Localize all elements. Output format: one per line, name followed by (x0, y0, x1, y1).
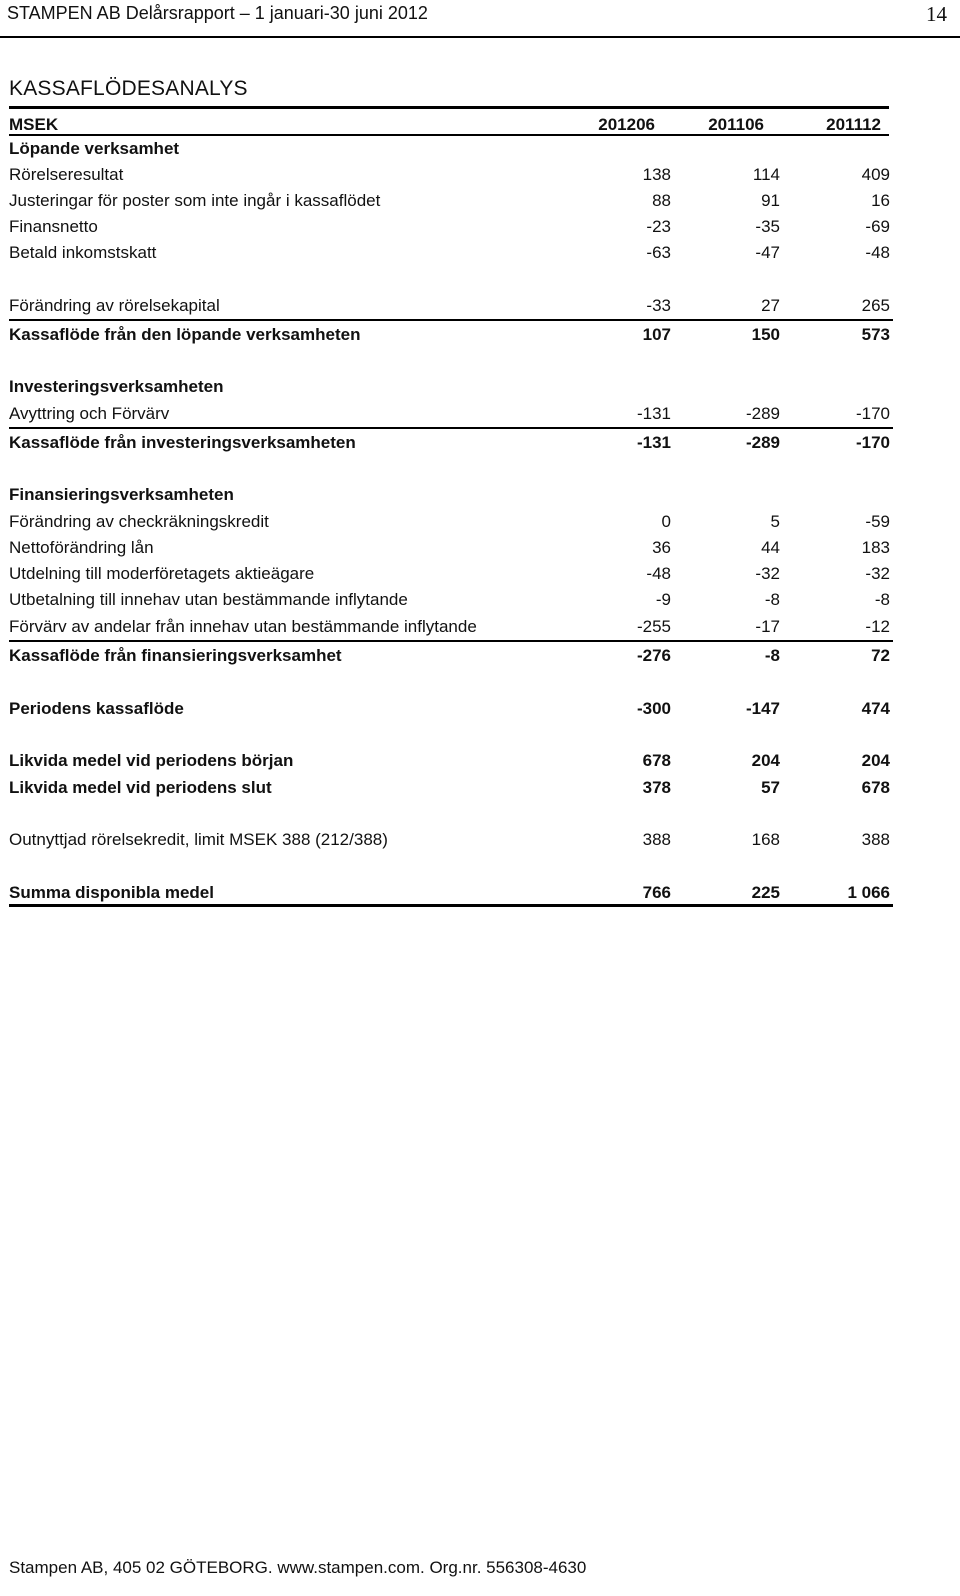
page-footer: Stampen AB, 405 02 GÖTEBORG. www.stampen.com. Org.nr. 556308-4630 (9, 1558, 587, 1577)
cell-201112: 265 (861, 296, 890, 315)
row-label: Periodens kassaflöde (9, 699, 184, 718)
cell-201206: -48 (646, 564, 671, 583)
row-label: Nettoförändring lån (9, 538, 154, 557)
column-header-201206: 201206 (598, 115, 655, 134)
cell-201112: 183 (861, 538, 890, 557)
row-label: Förändring av rörelsekapital (9, 296, 220, 315)
cell-201206: 107 (642, 325, 671, 344)
subtotal-row (9, 646, 889, 672)
table-row (9, 243, 889, 269)
cell-201112: -8 (874, 590, 890, 609)
cell-201206: 36 (652, 538, 671, 557)
row-label: Likvida medel vid periodens slut (9, 778, 272, 797)
cell-201106: 57 (761, 778, 780, 797)
row-label: Rörelseresultat (9, 165, 124, 184)
table-row (9, 830, 889, 856)
table-header-row (9, 106, 889, 136)
row-label: Finansieringsverksamheten (9, 485, 234, 504)
document-title: STAMPEN AB Delårsrapport – 1 januari-30 juni 2012 (7, 3, 428, 23)
cell-201112: -59 (865, 512, 890, 531)
table-row (9, 217, 889, 243)
cell-201106: -17 (755, 617, 780, 636)
cell-201106: 204 (751, 751, 780, 770)
row-label: Justeringar för poster som inte ingår i kassaflödet (9, 191, 381, 210)
cell-201106: 27 (761, 296, 780, 315)
column-header-label: MSEK (9, 115, 59, 134)
cell-201206: 88 (652, 191, 671, 210)
divider-line (9, 319, 893, 321)
row-label: Likvida medel vid periodens början (9, 751, 294, 770)
table-row (9, 590, 889, 616)
cell-201106: -8 (764, 646, 780, 665)
row-label: Utdelning till moderföretagets aktieägare (9, 564, 315, 583)
total-row (9, 778, 889, 804)
cell-201106: -47 (755, 243, 780, 262)
cell-201112: 573 (861, 325, 890, 344)
row-label: Finansnetto (9, 217, 98, 236)
cell-201112: 474 (861, 699, 890, 718)
divider-line (9, 640, 893, 642)
bottom-rule (9, 904, 893, 907)
row-label: Summa disponibla medel (9, 883, 214, 902)
cell-201112: -12 (865, 617, 890, 636)
page-number: 14 (926, 2, 947, 26)
cell-201112: -69 (865, 217, 890, 236)
row-label: Avyttring och Förvärv (9, 404, 170, 423)
cell-201206: -276 (636, 646, 671, 665)
cell-201106: -289 (745, 433, 780, 452)
cell-201106: 91 (761, 191, 780, 210)
cell-201206: -9 (655, 590, 671, 609)
divider-line (9, 427, 893, 429)
table-row (9, 165, 889, 191)
cell-201106: 150 (751, 325, 780, 344)
cell-201112: -32 (865, 564, 890, 583)
table-row (9, 564, 889, 590)
cell-201112: -170 (855, 404, 890, 423)
table-row (9, 512, 889, 538)
cell-201112: -170 (855, 433, 890, 452)
cell-201206: 388 (642, 830, 671, 849)
cell-201112: 409 (861, 165, 890, 184)
cell-201106: -32 (755, 564, 780, 583)
cell-201206: 766 (642, 883, 671, 902)
cell-201112: -48 (865, 243, 890, 262)
cell-201106: -8 (764, 590, 780, 609)
cell-201206: -23 (646, 217, 671, 236)
row-label: Förändring av checkräkningskredit (9, 512, 269, 531)
cell-201112: 678 (861, 778, 890, 797)
row-label: Kassaflöde från investeringsverksamheten (9, 433, 356, 452)
cell-201106: -35 (755, 217, 780, 236)
row-label: Investeringsverksamheten (9, 377, 224, 396)
table-row (9, 191, 889, 217)
cell-201112: 16 (871, 191, 890, 210)
cell-201206: 138 (642, 165, 671, 184)
column-header-201106: 201106 (708, 115, 764, 134)
subtotal-row (9, 325, 889, 351)
section-label-operating (9, 139, 889, 165)
cell-201206: -131 (636, 433, 671, 452)
section-heading: KASSAFLÖDESANALYS (9, 77, 248, 100)
row-label: Kassaflöde från finansieringsverksamhet (9, 646, 342, 665)
section-label-financing (9, 485, 889, 511)
cell-201112: 72 (871, 646, 890, 665)
cell-201206: 678 (642, 751, 671, 770)
cell-201112: 1 066 (847, 883, 890, 902)
cell-201206: -63 (646, 243, 671, 262)
cell-201106: 168 (751, 830, 780, 849)
cell-201206: -255 (636, 617, 671, 636)
subtotal-row (9, 433, 889, 459)
section-label-investing (9, 377, 889, 403)
cell-201106: 114 (752, 165, 780, 184)
row-label: Förvärv av andelar från innehav utan bestämmande inflytande (9, 617, 477, 636)
cell-201106: 5 (770, 512, 780, 531)
cell-201106: -147 (745, 699, 780, 718)
cell-201106: -289 (745, 404, 780, 423)
page-header (0, 0, 960, 38)
cell-201206: -300 (636, 699, 671, 718)
row-label: Löpande verksamhet (9, 139, 180, 158)
cell-201106: 225 (751, 883, 780, 902)
column-header-201112: 201112 (826, 115, 881, 134)
cell-201206: 378 (642, 778, 671, 797)
cell-201112: 388 (861, 830, 890, 849)
total-row (9, 699, 889, 725)
table-row (9, 538, 889, 564)
row-label: Betald inkomstskatt (9, 243, 157, 262)
cell-201112: 204 (861, 751, 890, 770)
cell-201206: -33 (646, 296, 671, 315)
cell-201106: 44 (761, 538, 780, 557)
row-label: Kassaflöde från den löpande verksamheten (9, 325, 361, 344)
cell-201206: 0 (661, 512, 671, 531)
cell-201206: -131 (636, 404, 671, 423)
row-label: Utbetalning till innehav utan bestämmande inflytande (9, 590, 408, 609)
total-row (9, 751, 889, 777)
row-label: Outnyttjad rörelsekredit, limit MSEK 388 (212/388) (9, 830, 388, 849)
